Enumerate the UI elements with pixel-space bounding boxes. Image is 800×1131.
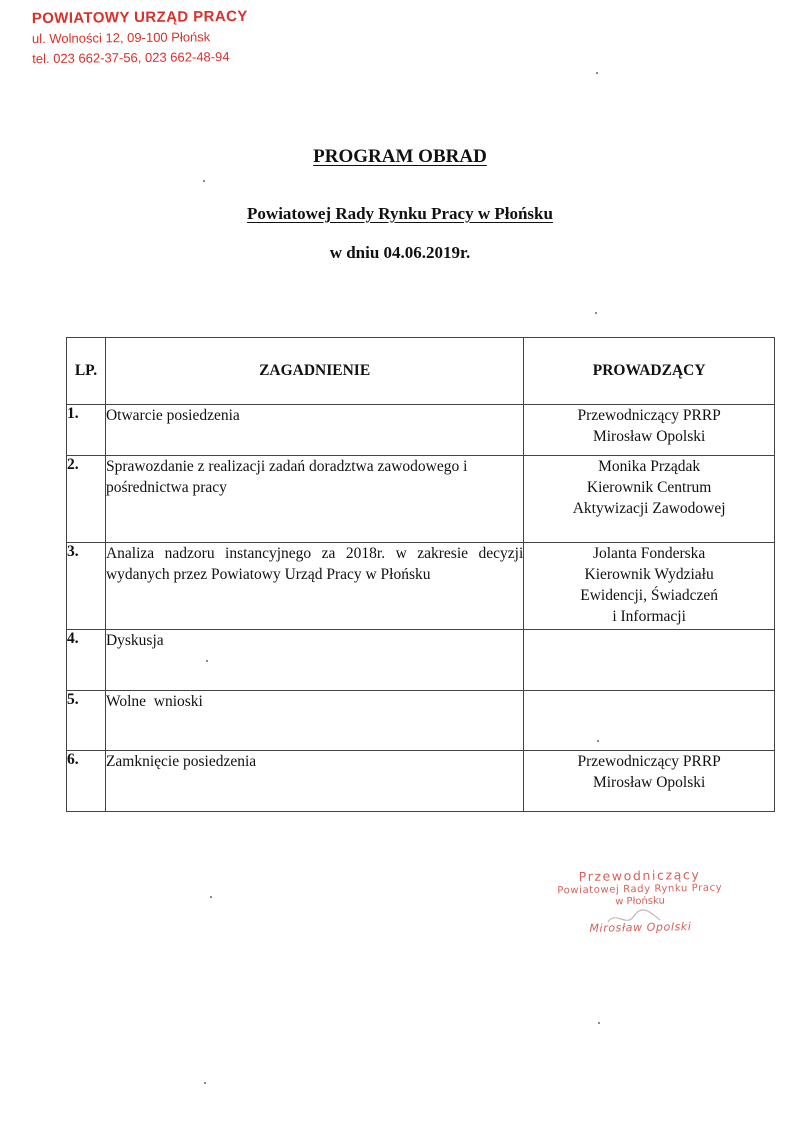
leader-line: Aktywizacji Zawodowej (572, 500, 726, 517)
agenda-table (66, 337, 775, 812)
row-number: 4. (67, 630, 106, 691)
row-number: 5. (67, 691, 106, 751)
page-subtitle: Powiatowej Rady Rynku Pracy w Płońsku (247, 204, 553, 223)
scan-speck (204, 1082, 206, 1084)
table-row (67, 543, 775, 630)
stamp-office-name: POWIATOWY URZĄD PRACY (31, 7, 248, 28)
signature-flourish-icon (604, 906, 664, 930)
table-header-row (67, 338, 775, 405)
row-leader (524, 405, 775, 456)
scan-speck (595, 312, 597, 314)
header-topic: ZAGADNIENIE (105, 338, 523, 405)
leader-line: Mirosław Opolski (592, 428, 706, 445)
table-row (67, 751, 775, 812)
leader-line: i Informacji (612, 608, 686, 625)
row-topic: Wolne wnioski (105, 691, 523, 751)
row-topic: Otwarcie posiedzenia (105, 405, 523, 456)
signature-stamp-city: w Płońsku (615, 895, 665, 908)
page-title: PROGRAM OBRAD (313, 146, 487, 167)
office-stamp (32, 7, 249, 69)
leader-line: Kierownik Centrum (586, 479, 712, 496)
stamp-address: ul. Wolności 12, 09-100 Płońsk (31, 29, 211, 47)
row-leader (524, 691, 775, 751)
table-row (67, 630, 775, 691)
row-leader (524, 456, 775, 543)
stamp-phone: tel. 023 662-37-56, 023 662-48-94 (32, 49, 230, 67)
signature-stamp-council: Powiatowej Rady Rynku Pracy (557, 882, 723, 897)
row-leader (524, 543, 775, 630)
row-topic: Zamknięcie posiedzenia (105, 751, 523, 812)
table-row (67, 405, 775, 456)
header-leader: PROWADZĄCY (524, 338, 775, 405)
row-number: 6. (67, 751, 106, 812)
row-leader (524, 751, 775, 812)
scan-speck (598, 1022, 600, 1024)
scan-speck (206, 660, 208, 662)
scan-speck (597, 740, 599, 742)
scan-speck (210, 896, 212, 898)
leader-line: Kierownik Wydziału (584, 566, 714, 583)
row-topic: Dyskusja (105, 630, 523, 691)
row-number: 1. (67, 405, 106, 456)
leader-line: Jolanta Fonderska (592, 545, 706, 562)
scan-speck (596, 72, 598, 74)
row-number: 3. (67, 543, 106, 630)
leader-line: Ewidencji, Świadczeń (580, 587, 718, 604)
leader-line: Monika Prządak (598, 458, 701, 475)
leader-line: Przewodniczący PRRP (577, 753, 721, 770)
row-topic: Sprawozdanie z realizacji zadań doradztwa zawodowego i pośrednictwa pracy (105, 456, 523, 543)
leader-line: Mirosław Opolski (592, 774, 706, 791)
scan-speck (203, 180, 205, 182)
table-row (67, 456, 775, 543)
header-lp: LP. (67, 338, 106, 405)
signature-stamp-name: Mirosław Opolski (589, 920, 692, 935)
leader-line: Przewodniczący PRRP (577, 407, 721, 424)
signature-stamp-title: Przewodniczący (578, 866, 701, 885)
row-number: 2. (67, 456, 106, 543)
table-row (67, 691, 775, 751)
row-leader (524, 630, 775, 691)
meeting-date: w dniu 04.06.2019r. (329, 243, 471, 262)
row-topic: Analiza nadzoru instancyjnego za 2018r. w zakresie decyzji wydanych przez Powiatowy Urząd Pracy w Płońsku (105, 543, 523, 630)
